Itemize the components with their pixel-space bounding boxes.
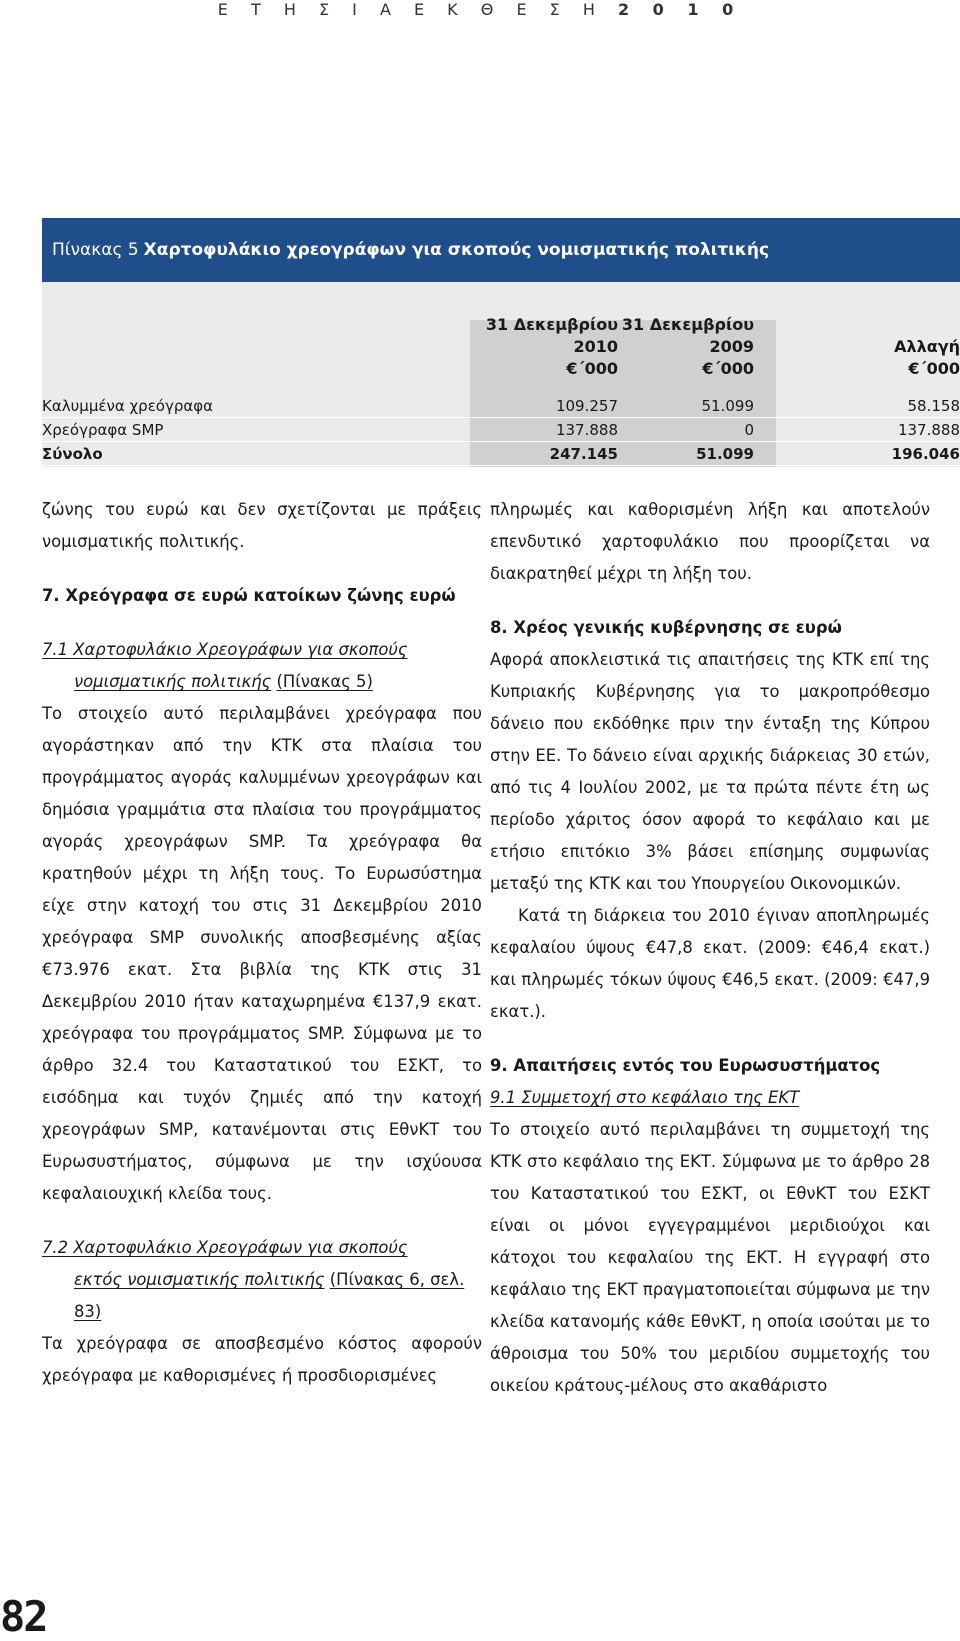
paragraph: Τα χρεόγραφα σε αποσβεσμένο κόστος αφορούν χρεόγραφα με καθορισμένες ή προσδιορισμένες <box>42 1334 482 1385</box>
column-header-2010 <box>470 314 618 380</box>
table-title-bar <box>42 218 960 282</box>
table-row-total <box>42 442 960 466</box>
cell-2010: 247.145 <box>549 445 618 463</box>
subsection-heading-7-2 <box>42 1232 482 1328</box>
cell-change: 58.158 <box>907 397 960 415</box>
table-reference: (Πίνακας 6, σελ. 83) <box>74 1270 465 1321</box>
paragraph: Αφορά αποκλειστικά τις απαιτήσεις της ΚΤΚ επί της Κυπριακής Κυβέρνησης για το μακροπρόθεσμο δάνειο που εκδόθηκε πριν την ένταξη της Κύπρου στην ΕΕ. Το δάνειο είναι αρχικής διάρκειας 30 ετών, από τις 4 Ιουλίου 2002, με τα πρώτα πέντε έτη ως περίοδο χάριτος όσον αφορά το κεφάλαιο και με ετήσιο επιτόκιο 3% βάσει επίσημης συμφωνίας μεταξύ της ΚΤΚ και του Υπουργείου Οικονομικών. <box>490 650 930 893</box>
paragraph: Το στοιχείο αυτό περιλαμβάνει χρεόγραφα που αγοράστηκαν από την ΚΤΚ στα πλαίσια του προγράμματος αγοράς καλυμμένων χρεογράφων και δημόσια γραμμάτια στα πλαίσια του προγράμματος αγοράς χρεογράφων SMP. Τα χρεόγραφα θα κρατηθούν μέχρι τη λήξη τους. Το Ευρωσύστημα είχε στην κατοχή του στις 31 Δεκεμβρίου 2010 χρεόγραφα SMP συνολικής αποσβεσμένης αξίας €73.976 εκατ. Στα βιβλία της ΚΤΚ στις 31 Δεκεμβρίου 2010 ήταν καταχωρημένα €137,9 εκατ. χρεόγραφα του προγράμματος SMP. Σύμφωνα με το άρθρο 32.4 του Καταστατικού του ΕΣΚΤ, το εισόδημα και τυχόν ζημιές από την κατοχή χρεογράφων SMP, κατανέμονται στις ΕθνΚΤ του Ευρωσυστήματος, σύμφωνα με την ισχύουσα κεφαλαιουχική κλείδα τους. <box>42 704 482 1203</box>
cell-2009: 0 <box>744 421 754 439</box>
section-heading-9: 9. Απαιτήσεις εντός του Ευρωσυστήματος <box>490 1056 881 1075</box>
paragraph: πληρωμές και καθορισμένη λήξη και αποτελούν επενδυτικό χαρτοφυλάκιο που προορίζεται να διακρατηθεί μέχρι τη λήξη του. <box>490 500 930 583</box>
subsection-title-line1: 7.2 Χαρτοφυλάκιο Χρεογράφων για σκοπούς <box>42 1238 408 1257</box>
cell-2009: 51.099 <box>701 397 754 415</box>
column-header-2009-unit: €΄000 <box>702 359 754 378</box>
left-column <box>42 494 482 1392</box>
column-header-2009-line2: 2009 <box>709 337 754 356</box>
header-year: 2 0 1 0 <box>617 0 743 19</box>
paragraph: ζώνης του ευρώ και δεν σχετίζονται με πράξεις νομισματικής πολιτικής. <box>42 500 482 551</box>
subsection-heading-9-1: 9.1 Συμμετοχή στο κεφάλαιο της ΕΚΤ <box>490 1088 800 1107</box>
table-label: Πίνακας 5 <box>52 240 139 260</box>
column-header-change-line1 <box>776 314 960 336</box>
table-title: Χαρτοφυλάκιο χρεογράφων για σκοπούς νομισματικής πολιτικής <box>143 240 770 260</box>
subsection-title-line1: 7.1 Χαρτοφυλάκιο Χρεογράφων για σκοπούς <box>42 640 408 659</box>
column-header-2009-line1: 31 Δεκεμβρίου <box>621 315 754 334</box>
paragraph: Κατά τη διάρκεια του 2010 έγιναν αποπληρωμές κεφαλαίου ύψους €47,8 εκατ. (2009: €46,4 εκατ.) και πληρωμές τόκων ύψους €46,5 εκατ. (2009: €47,9 εκατ.). <box>490 906 930 1021</box>
cell-2010: 109.257 <box>555 397 618 415</box>
column-header-change-line2: Αλλαγή <box>894 337 960 356</box>
cell-change: 137.888 <box>897 421 960 439</box>
column-header-change <box>776 314 960 380</box>
table-5 <box>42 282 960 467</box>
section-heading-8: 8. Χρέος γενικής κυβέρνησης σε ευρώ <box>490 618 842 637</box>
subsection-heading-7-1 <box>42 634 482 698</box>
column-header-2010-line1: 31 Δεκεμβρίου <box>485 315 618 334</box>
table-reference: (Πίνακας 5) <box>276 672 373 691</box>
cell-change: 196.046 <box>891 445 960 463</box>
running-header <box>0 0 960 19</box>
column-header-2010-line2: 2010 <box>573 337 618 356</box>
page-number: 82 <box>0 1592 47 1641</box>
cell-2009: 51.099 <box>696 445 754 463</box>
row-label: Χρεόγραφα SMP <box>42 421 164 439</box>
column-header-2010-unit: €΄000 <box>566 359 618 378</box>
column-header-change-unit: €΄000 <box>908 359 960 378</box>
column-header-2009 <box>618 314 754 380</box>
table-row <box>42 394 960 418</box>
subsection-title-line2: εκτός νομισματικής πολιτικής <box>74 1270 325 1289</box>
right-column <box>490 494 930 1402</box>
row-label: Καλυμμένα χρεόγραφα <box>42 397 214 415</box>
table-row <box>42 418 960 442</box>
row-label: Σύνολο <box>42 445 103 463</box>
paragraph: Το στοιχείο αυτό περιλαμβάνει τη συμμετοχή της ΚΤΚ στο κεφάλαιο της ΕΚΤ. Σύμφωνα με το άρθρο 28 του Καταστατικού του ΕΣΚΤ, οι ΕθνΚΤ του ΕΣΚΤ είναι οι μόνοι εγγεγραμμένοι μεριδιούχοι και κάτοχοι του κεφαλαίου της ΕΚΤ. Η εγγραφή στο κεφάλαιο της ΕΚΤ πραγματοποιείται σύμφωνα με την κλείδα κατανομής κάθε ΕθνΚΤ, η οποία ισούται με το άθροισμα του 50% του μεριδίου συμμετοχής του οικείου κράτους-μέλους στο ακαθάριστο <box>490 1120 930 1395</box>
cell-2010: 137.888 <box>555 421 618 439</box>
subsection-title-line2: νομισματικής πολιτικής <box>74 672 272 691</box>
header-prefix: Ε Τ Η Σ Ι Α Ε Κ Θ Ε Σ Η <box>217 0 604 19</box>
section-heading-7: 7. Χρεόγραφα σε ευρώ κατοίκων ζώνης ευρώ <box>42 586 456 605</box>
